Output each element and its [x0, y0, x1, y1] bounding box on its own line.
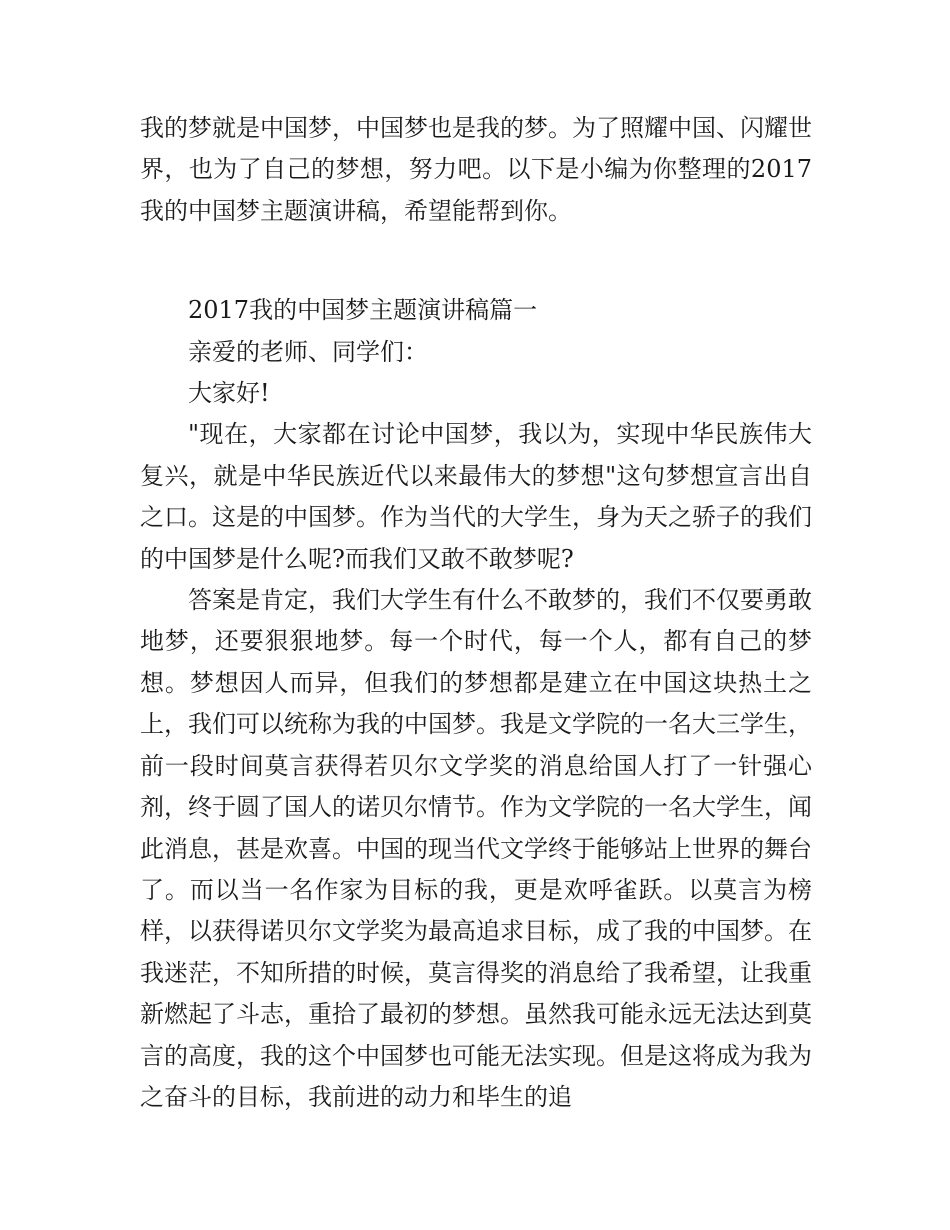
- document-body: [140, 108, 812, 1118]
- salutation: 亲爱的老师、同学们：: [188, 337, 428, 366]
- body-paragraph-2: 答案是肯定，我们大学生有什么不敢梦的，我们不仅要勇敢地梦，还要狠狠地梦。每一个时代，每一个人，都有自己的梦想。梦想因人而异，但我们的梦想都是建立在中国这块热土之上，我们可以统称为我的中国梦。我是文学院的一名大三学生，前一段时间莫言获得若贝尔文学奖的消息给国人打了一针强心剂，终于圆了国人的诺贝尔情节。作为文学院的一名大学生，闻此消息，甚是欢喜。中国的现当代文学终于能够站上世界的舞台了。而以当一名作家为目标的我，更是欢呼雀跃。以莫言为榜样，以获得诺贝尔文学奖为最高追求目标，成了我的中国梦。在我迷茫，不知所措的时候，莫言得奖的消息给了我希望，让我重新燃起了斗志，重拾了最初的梦想。虽然我可能永远无法达到莫言的高度，我的这个中国梦也可能无法实现。但是这将成为我为之奋斗的目标，我前进的动力和毕生的追: [140, 586, 812, 1111]
- greeting: 大家好!: [188, 379, 270, 408]
- intro-paragraph: 我的梦就是中国梦，中国梦也是我的梦。为了照耀中国、闪耀世界，也为了自己的梦想，努力吧。以下是小编为你整理的2017我的中国梦主题演讲稿，希望能帮到你。: [140, 114, 812, 225]
- body-paragraph-1: "现在，大家都在讨论中国梦，我以为，实现中华民族伟大复兴，就是中华民族近代以来最伟大的梦想"这句梦想宣言出自之口。这是的中国梦。作为当代的大学生，身为天之骄子的我们的中国梦是什么呢?而我们又敢不敢梦呢?: [140, 420, 812, 573]
- section-title: 2017我的中国梦主题演讲稿篇一: [188, 296, 538, 325]
